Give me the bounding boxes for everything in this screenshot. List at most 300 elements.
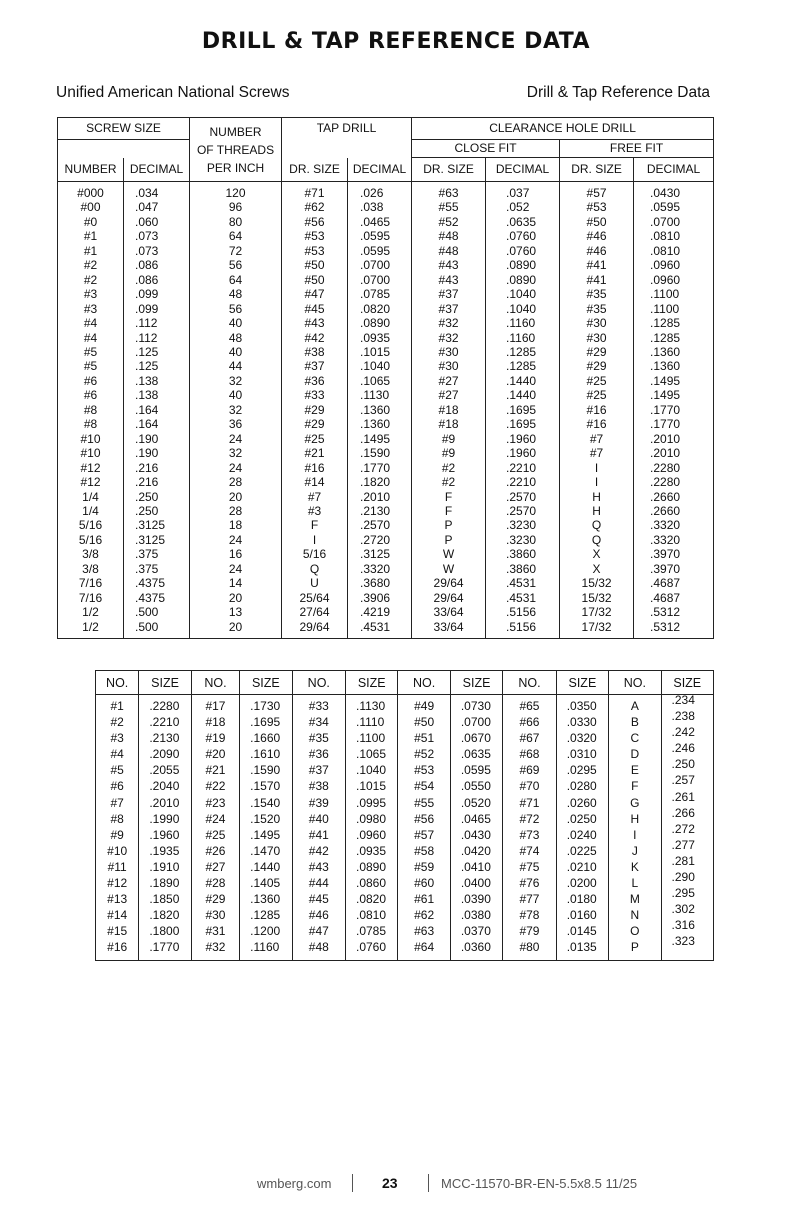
drill-no-cell: #43 — [292, 859, 345, 875]
drill-no-cell: #39 — [292, 795, 345, 811]
tap-dr-size-cell: I — [282, 533, 348, 547]
drill-size-cell: .0785 — [346, 923, 398, 939]
header-tap-drill: TAP DRILL — [282, 118, 412, 140]
drill-no-cell: #75 — [503, 859, 556, 875]
screw-number-cell: #8 — [58, 403, 124, 417]
tap-dr-size-cell: 29/64 — [282, 620, 348, 639]
drill-no-cell: #25 — [191, 827, 239, 843]
drill-no-cell: #80 — [503, 939, 556, 960]
drill-size-cell: .1570 — [240, 778, 292, 794]
screw-number-cell: #1 — [58, 229, 124, 243]
footer-page-number: 23 — [382, 1175, 398, 1191]
screw-decimal-cell: .125 — [124, 359, 190, 373]
header-screw-size: SCREW SIZE — [58, 118, 190, 140]
free-dr-size-cell: 15/32 — [560, 591, 634, 605]
free-decimal-cell: .3970 — [634, 562, 714, 576]
tap-decimal-cell: .1065 — [348, 374, 412, 388]
close-decimal-cell: .4531 — [486, 576, 560, 590]
free-dr-size-cell: #41 — [560, 258, 634, 272]
tap-decimal-cell: .1495 — [348, 432, 412, 446]
free-dr-size-cell: #30 — [560, 316, 634, 330]
drill-size-cell: .0960 — [346, 827, 398, 843]
threads-per-inch-cell: 20 — [190, 490, 282, 504]
screw-decimal-cell: .375 — [124, 562, 190, 576]
drill-size-cell: .0980 — [346, 811, 398, 827]
header-no: NO. — [503, 671, 556, 695]
free-dr-size-cell: #46 — [560, 244, 634, 258]
tap-decimal-cell: .3906 — [348, 591, 412, 605]
table-row — [58, 475, 714, 489]
screw-decimal-cell: .216 — [124, 475, 190, 489]
close-decimal-cell: .1960 — [486, 432, 560, 446]
drill-size-cell: .277 — [661, 837, 713, 853]
drill-no-cell: J — [609, 843, 661, 859]
threads-per-inch-cell: 120 — [190, 182, 282, 201]
close-dr-size-cell: #27 — [412, 374, 486, 388]
screw-decimal-cell: .4375 — [124, 591, 190, 605]
drill-size-cell: .2055 — [139, 762, 191, 778]
drill-no-cell: #37 — [292, 762, 345, 778]
table-row — [96, 827, 714, 843]
close-dr-size-cell: #30 — [412, 345, 486, 359]
drill-size-cell: .0810 — [346, 907, 398, 923]
screw-decimal-cell: .138 — [124, 374, 190, 388]
header-threads-line3: PER INCH — [206, 160, 265, 175]
table-row — [58, 576, 714, 590]
drill-no-cell: #45 — [292, 891, 345, 907]
drill-size-cell: .1130 — [346, 695, 398, 715]
drill-no-cell: D — [609, 746, 661, 762]
table-row — [58, 374, 714, 388]
drill-no-cell: #57 — [398, 827, 450, 843]
screw-decimal-cell: .099 — [124, 302, 190, 316]
drill-no-cell: #12 — [96, 875, 139, 891]
tap-decimal-cell: .1015 — [348, 345, 412, 359]
tap-dr-size-cell: #45 — [282, 302, 348, 316]
close-decimal-cell: .1440 — [486, 388, 560, 402]
close-decimal-cell: .1695 — [486, 417, 560, 431]
table-row — [58, 359, 714, 373]
close-dr-size-cell: P — [412, 533, 486, 547]
drill-size-cell: .250 — [661, 756, 713, 772]
tap-decimal-cell: .0820 — [348, 302, 412, 316]
drill-size-cell: .238 — [661, 708, 713, 724]
close-decimal-cell: .1285 — [486, 345, 560, 359]
tap-dr-size-cell: #62 — [282, 200, 348, 214]
drill-no-cell: #26 — [191, 843, 239, 859]
threads-per-inch-cell: 64 — [190, 273, 282, 287]
drill-no-cell: #51 — [398, 730, 450, 746]
drill-no-cell: #53 — [398, 762, 450, 778]
free-dr-size-cell: X — [560, 562, 634, 576]
tap-dr-size-cell: U — [282, 576, 348, 590]
threads-per-inch-cell: 14 — [190, 576, 282, 590]
drill-no-cell: #15 — [96, 923, 139, 939]
drill-no-cell: #41 — [292, 827, 345, 843]
free-dr-size-cell: #29 — [560, 359, 634, 373]
close-dr-size-cell: #48 — [412, 244, 486, 258]
drill-no-cell: #23 — [191, 795, 239, 811]
close-dr-size-cell: #32 — [412, 316, 486, 330]
screw-number-cell: #00 — [58, 200, 124, 214]
free-dr-size-cell: Q — [560, 518, 634, 532]
close-dr-size-cell: #43 — [412, 258, 486, 272]
drill-no-cell: P — [609, 939, 661, 960]
drill-no-cell: #49 — [398, 695, 450, 715]
tap-dr-size-cell: #50 — [282, 273, 348, 287]
free-dr-size-cell: I — [560, 475, 634, 489]
header-tap-dr-size: DR. SIZE — [282, 158, 348, 182]
tap-decimal-cell: .0890 — [348, 316, 412, 330]
drill-size-cell: .1890 — [139, 875, 191, 891]
close-decimal-cell: .1695 — [486, 403, 560, 417]
table-row — [96, 907, 714, 923]
header-no: NO. — [398, 671, 450, 695]
tap-decimal-cell: .1590 — [348, 446, 412, 460]
tap-decimal-cell: .3125 — [348, 547, 412, 561]
free-decimal-cell: .1285 — [634, 316, 714, 330]
drill-size-cell: .281 — [661, 853, 713, 869]
drill-size-cell: .0350 — [556, 695, 608, 715]
screw-number-cell: 5/16 — [58, 518, 124, 532]
close-dr-size-cell: 29/64 — [412, 576, 486, 590]
drill-no-cell: #38 — [292, 778, 345, 794]
free-decimal-cell: .1770 — [634, 403, 714, 417]
drill-no-cell: #2 — [96, 714, 139, 730]
close-dr-size-cell: #18 — [412, 403, 486, 417]
drill-size-cell: .1405 — [240, 875, 292, 891]
table-row — [58, 331, 714, 345]
size-table-header-row — [96, 671, 714, 695]
table-row — [58, 287, 714, 301]
free-decimal-cell: .3320 — [634, 518, 714, 532]
close-decimal-cell: .5156 — [486, 605, 560, 619]
close-dr-size-cell: #37 — [412, 302, 486, 316]
free-decimal-cell: .2660 — [634, 490, 714, 504]
screw-number-cell: 1/2 — [58, 620, 124, 639]
screw-decimal-cell: .112 — [124, 316, 190, 330]
threads-per-inch-cell: 24 — [190, 461, 282, 475]
tap-decimal-cell: .2720 — [348, 533, 412, 547]
screw-number-cell: 3/8 — [58, 562, 124, 576]
drill-no-cell: #34 — [292, 714, 345, 730]
header-close-fit: CLOSE FIT — [412, 140, 560, 158]
table-row — [58, 490, 714, 504]
close-dr-size-cell: 33/64 — [412, 605, 486, 619]
free-decimal-cell: .1360 — [634, 345, 714, 359]
drill-no-cell: #70 — [503, 778, 556, 794]
free-dr-size-cell: #7 — [560, 432, 634, 446]
footer-website: wmberg.com — [257, 1176, 332, 1191]
free-decimal-cell: .0595 — [634, 200, 714, 214]
table-row — [58, 461, 714, 475]
drill-size-cell: .2010 — [139, 795, 191, 811]
close-dr-size-cell: 33/64 — [412, 620, 486, 639]
tap-dr-size-cell: #71 — [282, 182, 348, 201]
header-no: NO. — [96, 671, 139, 695]
free-decimal-cell: .2280 — [634, 475, 714, 489]
drill-size-cell: .1440 — [240, 859, 292, 875]
table-row — [96, 746, 714, 762]
drill-size-cell: .0635 — [450, 746, 502, 762]
drill-no-cell: #40 — [292, 811, 345, 827]
table-row — [58, 605, 714, 619]
tap-dr-size-cell: #14 — [282, 475, 348, 489]
close-decimal-cell: .0890 — [486, 273, 560, 287]
header-threads-per-inch — [190, 118, 282, 182]
screw-decimal-cell: .375 — [124, 547, 190, 561]
drill-size-cell: .1470 — [240, 843, 292, 859]
drill-no-cell: C — [609, 730, 661, 746]
table-row — [58, 388, 714, 402]
close-decimal-cell: .3860 — [486, 547, 560, 561]
drill-size-cell: .0295 — [556, 762, 608, 778]
close-dr-size-cell: F — [412, 490, 486, 504]
table-row — [58, 403, 714, 417]
table-row — [96, 795, 714, 811]
close-dr-size-cell: #9 — [412, 432, 486, 446]
screw-decimal-cell: .4375 — [124, 576, 190, 590]
drill-size-cell: .261 — [661, 789, 713, 805]
free-dr-size-cell: H — [560, 504, 634, 518]
drill-size-cell: .1610 — [240, 746, 292, 762]
table-row — [96, 778, 714, 794]
free-decimal-cell: .1100 — [634, 287, 714, 301]
drill-no-cell: #67 — [503, 730, 556, 746]
threads-per-inch-cell: 20 — [190, 591, 282, 605]
screw-number-cell: #4 — [58, 316, 124, 330]
tap-decimal-cell: .0785 — [348, 287, 412, 301]
drill-no-cell: #74 — [503, 843, 556, 859]
tap-dr-size-cell: Q — [282, 562, 348, 576]
drill-no-cell: #48 — [292, 939, 345, 960]
drill-no-cell: #32 — [191, 939, 239, 960]
drill-size-cell: .0180 — [556, 891, 608, 907]
screw-decimal-cell: .073 — [124, 244, 190, 258]
close-dr-size-cell: #2 — [412, 475, 486, 489]
tap-dr-size-cell: #21 — [282, 446, 348, 460]
tap-dr-size-cell: #16 — [282, 461, 348, 475]
drill-no-cell: #19 — [191, 730, 239, 746]
drill-size-cell: .2090 — [139, 746, 191, 762]
drill-no-cell: #62 — [398, 907, 450, 923]
screw-decimal-cell: .190 — [124, 432, 190, 446]
drill-size-cell: .0370 — [450, 923, 502, 939]
screw-number-cell: #10 — [58, 432, 124, 446]
drill-no-cell: #8 — [96, 811, 139, 827]
tap-decimal-cell: .0595 — [348, 244, 412, 258]
threads-per-inch-cell: 56 — [190, 258, 282, 272]
header-size: SIZE — [661, 671, 713, 695]
table-row — [58, 182, 714, 201]
drill-size-cell: .323 — [661, 933, 713, 954]
screw-decimal-cell: .099 — [124, 287, 190, 301]
threads-per-inch-cell: 40 — [190, 388, 282, 402]
free-dr-size-cell: 17/32 — [560, 620, 634, 639]
drill-size-cell: .2040 — [139, 778, 191, 794]
drill-no-cell: #3 — [96, 730, 139, 746]
drill-no-cell: #11 — [96, 859, 139, 875]
close-dr-size-cell: #63 — [412, 182, 486, 201]
drill-size-cell: .2130 — [139, 730, 191, 746]
tap-dr-size-cell: #53 — [282, 229, 348, 243]
threads-per-inch-cell: 48 — [190, 287, 282, 301]
drill-no-cell: #44 — [292, 875, 345, 891]
screw-decimal-cell: .086 — [124, 273, 190, 287]
drill-no-cell: #16 — [96, 939, 139, 960]
drill-size-cell: .1160 — [240, 939, 292, 960]
screw-decimal-cell: .047 — [124, 200, 190, 214]
drill-size-cell: .0760 — [346, 939, 398, 960]
tap-decimal-cell: .026 — [348, 182, 412, 201]
close-decimal-cell: .0635 — [486, 215, 560, 229]
screw-number-cell: #000 — [58, 182, 124, 201]
screw-number-cell: #6 — [58, 388, 124, 402]
tap-decimal-cell: .1130 — [348, 388, 412, 402]
table-row — [58, 562, 714, 576]
drill-no-cell: G — [609, 795, 661, 811]
screw-table-body — [58, 182, 714, 639]
drill-no-cell: #77 — [503, 891, 556, 907]
threads-per-inch-cell: 80 — [190, 215, 282, 229]
screw-decimal-cell: .125 — [124, 345, 190, 359]
drill-size-table — [95, 670, 714, 961]
drill-size-cell: .0240 — [556, 827, 608, 843]
drill-no-cell: #69 — [503, 762, 556, 778]
close-dr-size-cell: F — [412, 504, 486, 518]
drill-no-cell: #64 — [398, 939, 450, 960]
screw-number-cell: 3/8 — [58, 547, 124, 561]
drill-size-cell: .0210 — [556, 859, 608, 875]
drill-size-cell: .0280 — [556, 778, 608, 794]
threads-per-inch-cell: 32 — [190, 403, 282, 417]
screw-decimal-cell: .500 — [124, 620, 190, 639]
table-row — [58, 591, 714, 605]
tap-decimal-cell: .1360 — [348, 403, 412, 417]
drill-size-cell: .302 — [661, 901, 713, 917]
table-row — [96, 843, 714, 859]
drill-no-cell: #13 — [96, 891, 139, 907]
drill-size-cell: .234 — [661, 689, 713, 709]
tap-decimal-cell: .0595 — [348, 229, 412, 243]
threads-per-inch-cell: 96 — [190, 200, 282, 214]
page-title: DRILL & TAP REFERENCE DATA — [201, 29, 591, 54]
screw-number-cell: #10 — [58, 446, 124, 460]
threads-per-inch-cell: 28 — [190, 475, 282, 489]
drill-no-cell: B — [609, 714, 661, 730]
table-row — [58, 229, 714, 243]
drill-no-cell: #28 — [191, 875, 239, 891]
close-dr-size-cell: 29/64 — [412, 591, 486, 605]
drill-size-cell: .0135 — [556, 939, 608, 960]
drill-size-cell: .2280 — [139, 695, 191, 715]
screw-number-cell: 1/2 — [58, 605, 124, 619]
screw-drill-tap-table — [57, 117, 714, 639]
tap-decimal-cell: .0700 — [348, 258, 412, 272]
close-decimal-cell: .037 — [486, 182, 560, 201]
close-decimal-cell: .1285 — [486, 359, 560, 373]
free-dr-size-cell: #50 — [560, 215, 634, 229]
threads-per-inch-cell: 18 — [190, 518, 282, 532]
table-row — [58, 417, 714, 431]
threads-per-inch-cell: 20 — [190, 620, 282, 639]
drill-no-cell: #22 — [191, 778, 239, 794]
drill-size-cell: .0310 — [556, 746, 608, 762]
screw-decimal-cell: .112 — [124, 331, 190, 345]
drill-size-cell: .0160 — [556, 907, 608, 923]
header-size: SIZE — [240, 671, 292, 695]
screw-decimal-cell: .138 — [124, 388, 190, 402]
drill-no-cell: #7 — [96, 795, 139, 811]
free-decimal-cell: .1285 — [634, 331, 714, 345]
drill-no-cell: #73 — [503, 827, 556, 843]
drill-no-cell: #58 — [398, 843, 450, 859]
free-decimal-cell: .1495 — [634, 388, 714, 402]
drill-no-cell: #27 — [191, 859, 239, 875]
table-row — [58, 215, 714, 229]
close-dr-size-cell: #43 — [412, 273, 486, 287]
free-decimal-cell: .5312 — [634, 605, 714, 619]
tap-dr-size-cell: #56 — [282, 215, 348, 229]
close-decimal-cell: .0890 — [486, 258, 560, 272]
threads-per-inch-cell: 44 — [190, 359, 282, 373]
free-dr-size-cell: #57 — [560, 182, 634, 201]
screw-number-cell: #3 — [58, 287, 124, 301]
table-row — [58, 258, 714, 272]
table-row — [96, 730, 714, 746]
free-dr-size-cell: Q — [560, 533, 634, 547]
screw-decimal-cell: .073 — [124, 229, 190, 243]
screw-number-cell: #5 — [58, 345, 124, 359]
screw-decimal-cell: .500 — [124, 605, 190, 619]
close-dr-size-cell: #27 — [412, 388, 486, 402]
drill-size-cell: .1695 — [240, 714, 292, 730]
free-dr-size-cell: #7 — [560, 446, 634, 460]
drill-no-cell: #55 — [398, 795, 450, 811]
drill-size-cell: .1520 — [240, 811, 292, 827]
drill-size-cell: .1040 — [346, 762, 398, 778]
tap-dr-size-cell: #36 — [282, 374, 348, 388]
free-decimal-cell: .2280 — [634, 461, 714, 475]
screw-number-cell: #4 — [58, 331, 124, 345]
free-dr-size-cell: #30 — [560, 331, 634, 345]
header-close-dr-size: DR. SIZE — [412, 158, 486, 182]
free-dr-size-cell: #53 — [560, 200, 634, 214]
tap-decimal-cell: .0465 — [348, 215, 412, 229]
free-dr-size-cell: #29 — [560, 345, 634, 359]
drill-no-cell: #9 — [96, 827, 139, 843]
table-row — [58, 446, 714, 460]
screw-number-cell: #1 — [58, 244, 124, 258]
drill-size-cell: .0320 — [556, 730, 608, 746]
drill-size-cell: .1065 — [346, 746, 398, 762]
drill-size-cell: .242 — [661, 724, 713, 740]
threads-per-inch-cell: 56 — [190, 302, 282, 316]
threads-per-inch-cell: 36 — [190, 417, 282, 431]
close-decimal-cell: .1440 — [486, 374, 560, 388]
close-decimal-cell: .0760 — [486, 229, 560, 243]
threads-per-inch-cell: 64 — [190, 229, 282, 243]
drill-no-cell: #46 — [292, 907, 345, 923]
screw-decimal-cell: .086 — [124, 258, 190, 272]
drill-no-cell: F — [609, 778, 661, 794]
tap-decimal-cell: .4219 — [348, 605, 412, 619]
table-row — [58, 547, 714, 561]
table-row — [58, 432, 714, 446]
drill-size-cell: .1910 — [139, 859, 191, 875]
close-decimal-cell: .2210 — [486, 461, 560, 475]
threads-per-inch-cell: 13 — [190, 605, 282, 619]
